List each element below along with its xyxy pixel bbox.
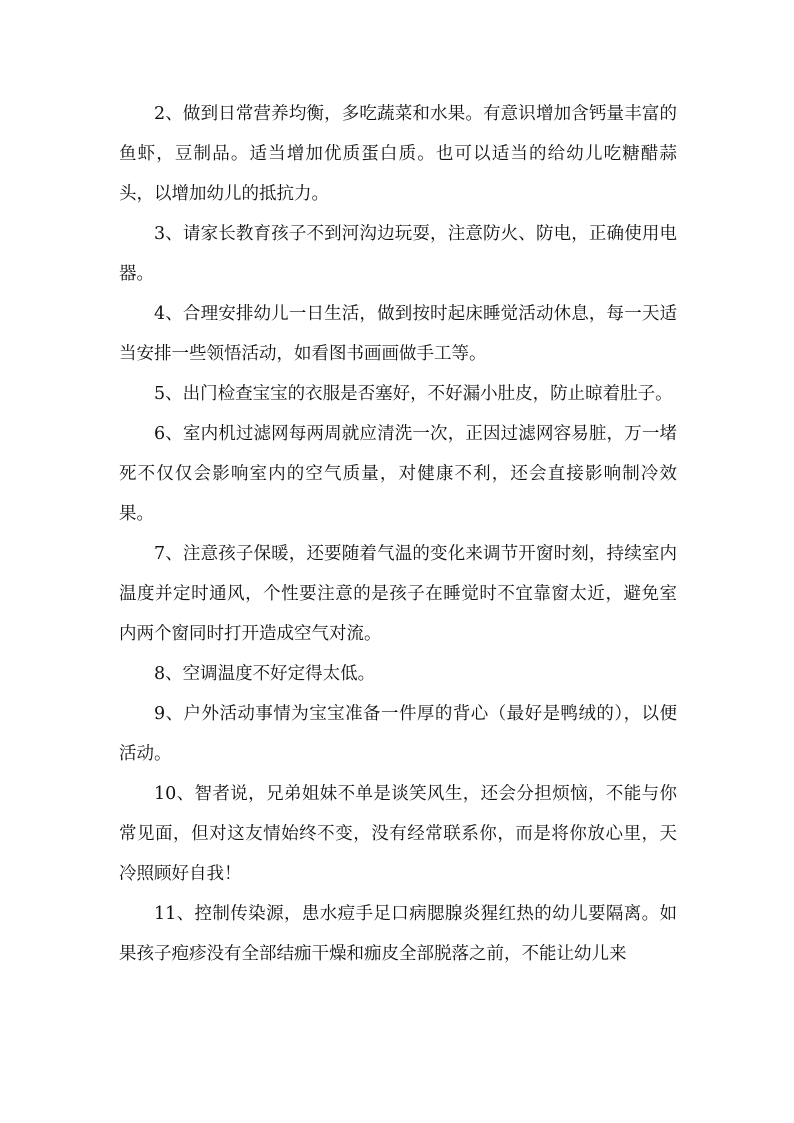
document-page	[119, 94, 677, 974]
paragraph-2: 2、做到日常营养均衡，多吃蔬菜和水果。有意识增加含钙量丰富的鱼虾，豆制品。适当增加优质蛋白质。也可以适当的给幼儿吃糖醋蒜头，以增加幼儿的抵抗力。	[119, 104, 677, 204]
paragraph-11: 11、控制传染源，患水痘手足口病腮腺炎猩红热的幼儿要隔离。如果孩子疱疹没有全部结痂干燥和痂皮全部脱落之前，不能让幼儿来	[119, 904, 677, 964]
paragraph-8: 8、空调温度不好定得太低。	[154, 664, 376, 684]
paragraph-4: 4、合理安排幼儿一日生活，做到按时起床睡觉活动休息，每一天适当安排一些领悟活动，如看图书画画做手工等。	[119, 304, 677, 364]
paragraph-5: 5、出门检查宝宝的衣服是否塞好，不好漏小肚皮，防止晾着肚子。	[154, 384, 673, 404]
paragraph-10: 10、智者说，兄弟姐妹不单是谈笑风生，还会分担烦恼，不能与你常见面，但对这友情始终不变，没有经常联系你，而是将你放心里，天冷照顾好自我！	[119, 784, 677, 884]
paragraph-6: 6、室内机过滤网每两周就应清洗一次，正因过滤网容易脏，万一堵死不仅仅会影响室内的空气质量，对健康不利，还会直接影响制冷效果。	[119, 424, 677, 524]
paragraph-9: 9、户外活动事情为宝宝准备一件厚的背心（最好是鸭绒的），以便活动。	[119, 704, 677, 764]
paragraph-3: 3、请家长教育孩子不到河沟边玩耍，注意防火、防电，正确使用电器。	[119, 224, 677, 284]
paragraph-7: 7、注意孩子保暖，还要随着气温的变化来调节开窗时刻，持续室内温度并定时通风，个性要注意的是孩子在睡觉时不宜靠窗太近，避免室内两个窗同时打开造成空气对流。	[119, 544, 677, 644]
